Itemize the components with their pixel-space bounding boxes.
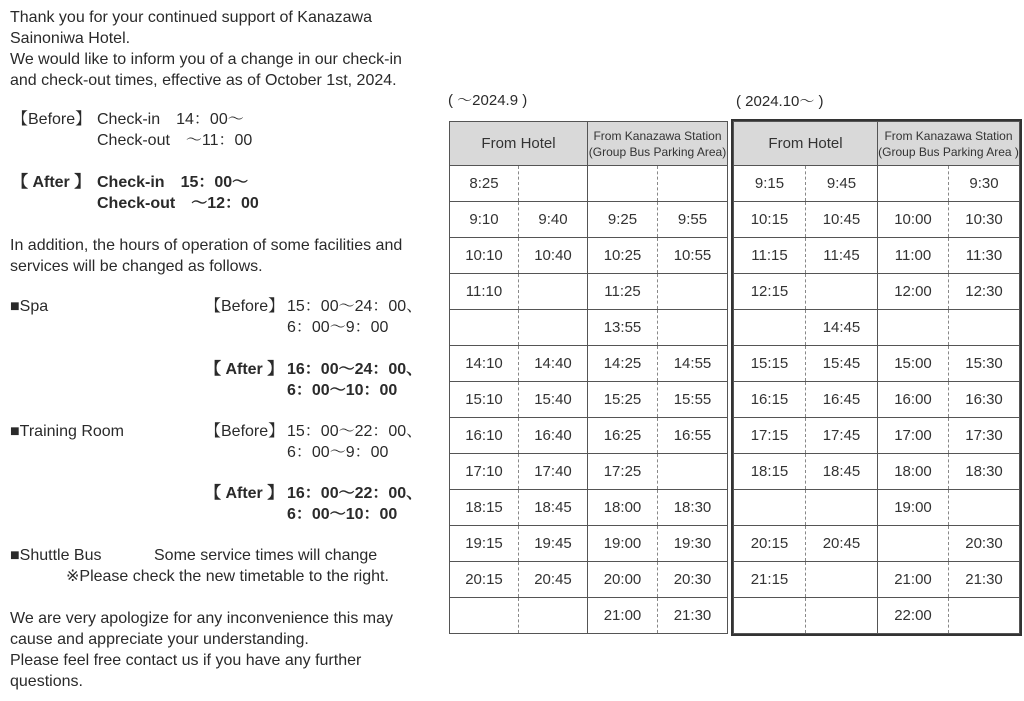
old-timetable-cell <box>658 454 728 490</box>
new-timetable-row <box>734 238 1020 274</box>
new-timetable-cell: 15:30 <box>949 346 1020 382</box>
old-timetable-cell: 16:55 <box>658 418 728 454</box>
new-period-label: ( 2024.10～ ) <box>736 93 824 110</box>
new-timetable-cell: 18:00 <box>878 454 949 490</box>
old-timetable-cell: 19:30 <box>658 526 728 562</box>
new-timetable-row <box>734 526 1020 562</box>
old-hotel-header: From Hotel <box>450 122 588 166</box>
new-timetable-row <box>734 346 1020 382</box>
spa-before-2: 6：00～9：00 <box>287 319 389 336</box>
new-station-header-line-1: From Kanazawa Station <box>884 128 1013 143</box>
old-timetable-row <box>450 310 728 346</box>
new-timetable-row <box>734 310 1020 346</box>
training-after-2: 6：00～10：00 <box>287 506 398 523</box>
old-timetable-cell: 10:40 <box>519 238 588 274</box>
old-timetable-cell: 15:10 <box>450 382 519 418</box>
old-timetable-row <box>450 454 728 490</box>
training-after-1: 16：00～22：00、 <box>287 485 423 502</box>
new-timetable-cell: 21:00 <box>878 562 949 598</box>
checkin-after-tag: 【 After 】 <box>12 174 91 191</box>
old-timetable-cell: 20:30 <box>658 562 728 598</box>
old-timetable-cell: 20:15 <box>450 562 519 598</box>
training-after-tag: 【 After 】 <box>205 485 284 502</box>
new-timetable-cell <box>878 166 949 202</box>
new-timetable-cell: 15:00 <box>878 346 949 382</box>
old-timetable-cell: 15:55 <box>658 382 728 418</box>
old-timetable-cell: 16:40 <box>519 418 588 454</box>
old-timetable-cell <box>450 310 519 346</box>
old-timetable-cell: 11:10 <box>450 274 519 310</box>
checkin-after-out: Check-out ～12：00 <box>97 195 259 212</box>
old-timetable-row <box>450 238 728 274</box>
old-timetable-cell: 14:40 <box>519 346 588 382</box>
new-timetable-cell: 22:00 <box>878 598 949 634</box>
spa-after-tag: 【 After 】 <box>205 361 284 378</box>
old-timetable-row <box>450 490 728 526</box>
new-timetable-cell: 18:45 <box>806 454 878 490</box>
new-timetable-cell: 16:30 <box>949 382 1020 418</box>
old-timetable-cell: 14:10 <box>450 346 519 382</box>
old-timetable-cell: 18:00 <box>588 490 658 526</box>
old-timetable-cell <box>450 598 519 634</box>
facilities-intro-line-1: In addition, the hours of operation of some facilities and <box>10 237 403 254</box>
new-timetable-cell <box>878 310 949 346</box>
facilities-intro-line-2: services will be changed as follows. <box>10 258 263 275</box>
old-timetable-cell: 14:25 <box>588 346 658 382</box>
spa-before-1: 15：00～24：00、 <box>287 298 423 315</box>
new-timetable-cell: 12:30 <box>949 274 1020 310</box>
new-timetable-cell <box>806 562 878 598</box>
old-timetable-cell: 10:10 <box>450 238 519 274</box>
old-timetable-cell: 16:25 <box>588 418 658 454</box>
training-before-1: 15：00～22：00、 <box>287 423 423 440</box>
old-timetable-cell: 9:55 <box>658 202 728 238</box>
closing-line-3: Please feel free contact us if you have any further <box>10 652 362 669</box>
old-timetable-cell <box>658 166 728 202</box>
new-timetable-row <box>734 454 1020 490</box>
new-timetable-cell: 10:30 <box>949 202 1020 238</box>
old-timetable-cell: 9:25 <box>588 202 658 238</box>
new-timetable-cell <box>949 598 1020 634</box>
new-timetable-cell: 17:45 <box>806 418 878 454</box>
new-timetable-cell: 18:15 <box>734 454 806 490</box>
old-timetable-cell: 10:25 <box>588 238 658 274</box>
old-timetable-cell: 9:10 <box>450 202 519 238</box>
new-hotel-header: From Hotel <box>734 122 878 166</box>
new-station-header-line-2: (Group Bus Parking Area ) <box>878 144 1019 159</box>
new-timetable-body <box>734 166 1020 634</box>
old-timetable-cell: 18:30 <box>658 490 728 526</box>
old-timetable-cell <box>519 310 588 346</box>
new-timetable-row <box>734 562 1020 598</box>
new-timetable-cell <box>806 274 878 310</box>
old-timetable-cell: 21:00 <box>588 598 658 634</box>
new-timetable-cell: 16:00 <box>878 382 949 418</box>
old-timetable-cell <box>519 598 588 634</box>
new-timetable-cell <box>878 526 949 562</box>
new-timetable-cell: 12:15 <box>734 274 806 310</box>
new-timetable-cell <box>949 310 1020 346</box>
new-timetable-cell: 20:30 <box>949 526 1020 562</box>
new-timetable-cell <box>806 598 878 634</box>
old-timetable-cell <box>658 310 728 346</box>
intro-line-3: We would like to inform you of a change in our check-in <box>10 51 402 68</box>
new-timetable-row <box>734 202 1020 238</box>
checkin-after-in: Check-in 15：00～ <box>97 174 249 191</box>
new-timetable-cell: 14:45 <box>806 310 878 346</box>
new-timetable-cell: 9:45 <box>806 166 878 202</box>
old-timetable-row <box>450 274 728 310</box>
shuttle-note: Some service times will change <box>154 547 378 564</box>
new-timetable-row <box>734 490 1020 526</box>
closing-line-4: questions. <box>10 673 83 690</box>
new-timetable-cell: 20:15 <box>734 526 806 562</box>
old-timetable-row <box>450 598 728 634</box>
old-timetable-row <box>450 166 728 202</box>
new-timetable-cell: 10:00 <box>878 202 949 238</box>
old-station-header-line-2: (Group Bus Parking Area) <box>588 144 727 159</box>
new-timetable-row <box>734 274 1020 310</box>
old-station-header <box>588 122 728 166</box>
new-timetable-cell <box>734 310 806 346</box>
old-timetable-cell: 21:30 <box>658 598 728 634</box>
intro-line-1: Thank you for your continued support of Kanazawa <box>10 9 372 26</box>
new-timetable-cell <box>806 490 878 526</box>
new-timetable-row <box>734 418 1020 454</box>
old-timetable-cell: 8:25 <box>450 166 519 202</box>
new-timetable-cell: 11:00 <box>878 238 949 274</box>
old-timetable <box>449 121 728 634</box>
new-timetable-cell: 17:00 <box>878 418 949 454</box>
old-timetable-row <box>450 382 728 418</box>
old-timetable-cell: 15:40 <box>519 382 588 418</box>
new-timetable-cell: 9:15 <box>734 166 806 202</box>
old-timetable-row <box>450 562 728 598</box>
new-station-header <box>878 122 1020 166</box>
old-timetable-cell: 13:55 <box>588 310 658 346</box>
old-timetable-cell <box>519 274 588 310</box>
new-timetable-cell: 20:45 <box>806 526 878 562</box>
spa-after-1: 16：00～24：00、 <box>287 361 423 378</box>
new-timetable-cell: 15:15 <box>734 346 806 382</box>
old-timetable-cell: 18:15 <box>450 490 519 526</box>
training-label: ■Training Room <box>10 423 124 440</box>
new-timetable-cell: 17:30 <box>949 418 1020 454</box>
old-timetable-row <box>450 526 728 562</box>
old-timetable-cell: 11:25 <box>588 274 658 310</box>
new-timetable-row <box>734 382 1020 418</box>
old-timetable-cell: 16:10 <box>450 418 519 454</box>
old-timetable-cell <box>519 166 588 202</box>
new-timetable <box>733 121 1020 634</box>
new-timetable-cell: 17:15 <box>734 418 806 454</box>
checkin-before-in: Check-in 14：00～ <box>97 111 244 128</box>
old-timetable-cell: 20:45 <box>519 562 588 598</box>
old-timetable-cell: 19:15 <box>450 526 519 562</box>
new-timetable-row <box>734 598 1020 634</box>
checkin-before-tag: 【Before】 <box>12 111 92 128</box>
training-before-2: 6：00～9：00 <box>287 444 389 461</box>
intro-line-4: and check-out times, effective as of October 1st, 2024. <box>10 72 397 89</box>
spa-before-tag: 【Before】 <box>205 298 285 315</box>
old-station-header-line-1: From Kanazawa Station <box>593 128 722 143</box>
old-timetable-cell: 18:45 <box>519 490 588 526</box>
new-timetable-cell: 15:45 <box>806 346 878 382</box>
new-timetable-cell: 11:30 <box>949 238 1020 274</box>
old-timetable-cell: 19:00 <box>588 526 658 562</box>
new-timetable-cell <box>949 490 1020 526</box>
old-timetable-cell <box>588 166 658 202</box>
shuttle-label: ■Shuttle Bus <box>10 547 102 564</box>
new-timetable-cell: 11:15 <box>734 238 806 274</box>
new-timetable-cell: 11:45 <box>806 238 878 274</box>
new-timetable-cell: 21:15 <box>734 562 806 598</box>
intro-line-2: Sainoniwa Hotel. <box>10 30 131 47</box>
old-timetable-cell <box>658 274 728 310</box>
old-timetable-cell: 9:40 <box>519 202 588 238</box>
new-timetable-cell: 19:00 <box>878 490 949 526</box>
new-timetable-cell <box>734 490 806 526</box>
old-timetable-cell: 17:40 <box>519 454 588 490</box>
old-period-label: ( ～2024.9 ) <box>448 92 528 109</box>
old-timetable-row <box>450 418 728 454</box>
new-timetable-cell: 16:45 <box>806 382 878 418</box>
new-timetable-cell: 16:15 <box>734 382 806 418</box>
new-timetable-cell: 12:00 <box>878 274 949 310</box>
old-timetable-row <box>450 346 728 382</box>
training-before-tag: 【Before】 <box>205 423 285 440</box>
old-timetable-cell: 15:25 <box>588 382 658 418</box>
old-timetable-cell: 19:45 <box>519 526 588 562</box>
spa-label: ■Spa <box>10 298 49 315</box>
new-timetable-cell: 10:15 <box>734 202 806 238</box>
checkin-before-out: Check-out ～11：00 <box>97 132 253 149</box>
old-timetable-cell: 17:25 <box>588 454 658 490</box>
new-timetable-cell: 10:45 <box>806 202 878 238</box>
old-timetable-row <box>450 202 728 238</box>
old-timetable-cell: 10:55 <box>658 238 728 274</box>
old-timetable-cell: 14:55 <box>658 346 728 382</box>
closing-line-2: cause and appreciate your understanding. <box>10 631 309 648</box>
old-timetable-body <box>450 166 728 634</box>
old-timetable-cell: 17:10 <box>450 454 519 490</box>
new-timetable-row <box>734 166 1020 202</box>
new-timetable-cell: 21:30 <box>949 562 1020 598</box>
new-timetable-cell <box>734 598 806 634</box>
spa-after-2: 6：00～10：00 <box>287 382 398 399</box>
shuttle-check: ※Please check the new timetable to the right. <box>66 568 389 585</box>
new-timetable-cell: 9:30 <box>949 166 1020 202</box>
new-timetable-cell: 18:30 <box>949 454 1020 490</box>
old-timetable-cell: 20:00 <box>588 562 658 598</box>
closing-line-1: We are very apologize for any inconvenience this may <box>10 610 394 627</box>
